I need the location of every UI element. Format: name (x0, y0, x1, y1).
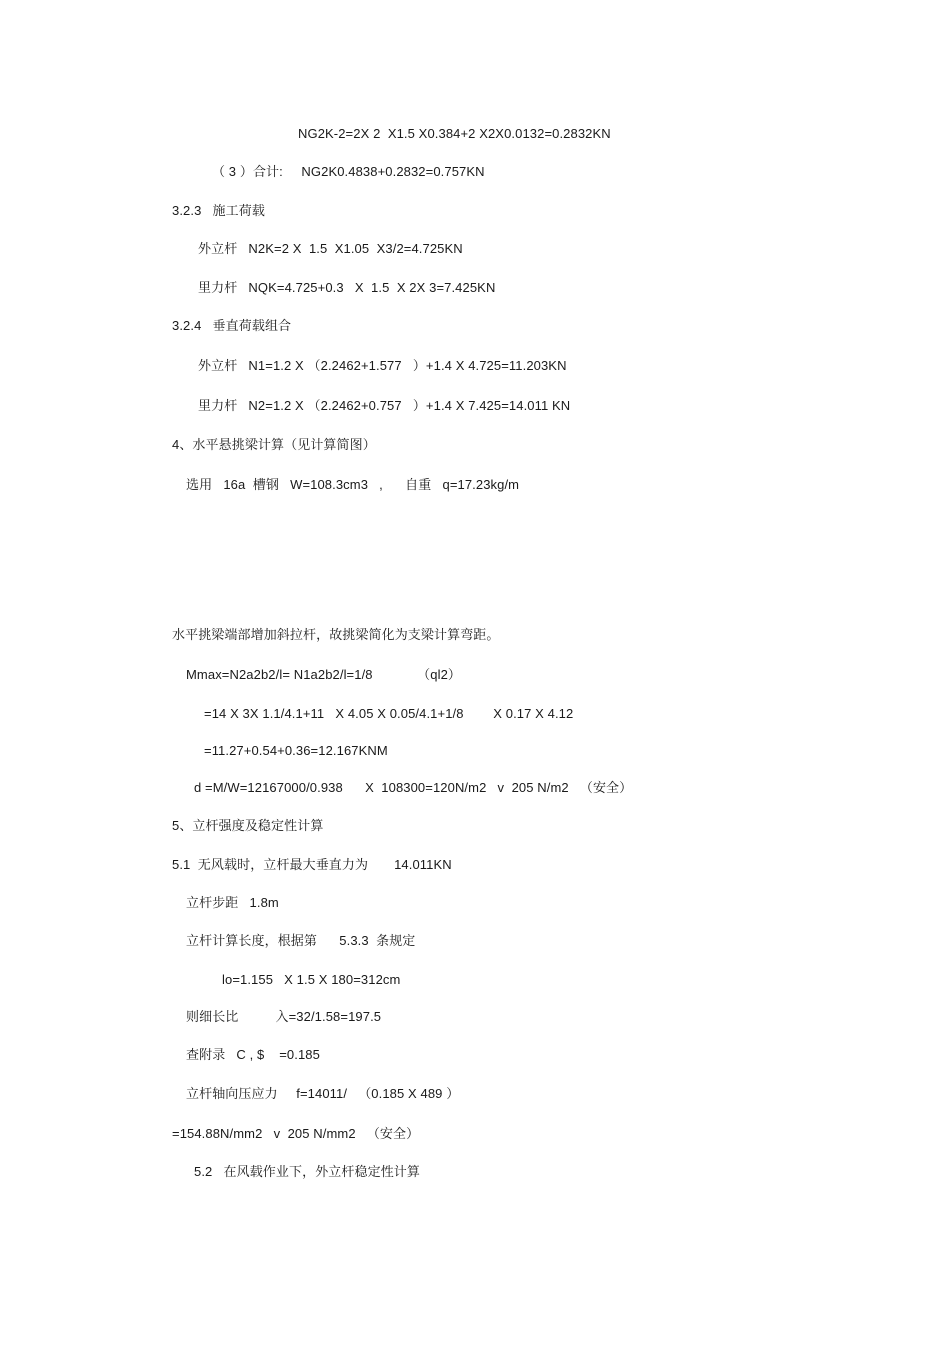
formula-inner-pole-n2: 里力杆 N2=1.2 X （2.2462+0.757 ）+1.4 X 7.425=14.011 KN (198, 398, 571, 413)
formula-lo: lo=1.155 X 1.5 X 180=312cm (222, 972, 401, 987)
formula-axial-stress-result: =154.88N/mm2 v 205 N/mm2 （安全） (172, 1126, 420, 1141)
section-3-2-3-heading: 3.2.3 施工荷载 (172, 203, 265, 218)
formula-mmax-result: =11.27+0.54+0.36=12.167KNM (204, 743, 388, 758)
section-3-2-4-heading: 3.2.4 垂直荷载组合 (172, 318, 292, 333)
pole-calc-length-rule: 立杆计算长度，根据第 5.3.3 条规定 (186, 933, 416, 948)
appendix-lookup: 查附录 C , $ =0.185 (186, 1047, 320, 1062)
formula-mmax-substitution: =14 X 3X 1.1/4.1+11 X 4.05 X 0.05/4.1+1/8 X 0.17 X 4.12 (204, 706, 574, 721)
formula-ng2k-2: NG2K-2=2X 2 X1.5 X0.384+2 X2X0.0132=0.2832KN (298, 126, 611, 141)
formula-slenderness: 则细长比 入=32/1.58=197.5 (186, 1009, 382, 1024)
section-5-2-heading: 5.2 在风载作业下，外立杆稳定性计算 (194, 1164, 421, 1179)
selection-channel-steel: 选用 16a 槽钢 W=108.3cm3 , 自重 q=17.23kg/m (186, 477, 520, 492)
formula-total: （ 3 ）合计: NG2K0.4838+0.2832=0.757KN (212, 164, 485, 179)
section-5-1-heading: 5.1 无风载时，立杆最大垂直力为 14.011KN (172, 857, 452, 872)
formula-mmax: Mmax=N2a2b2/l= N1a2b2/l=1/8 （ql2） (186, 667, 462, 682)
formula-inner-pole-nqk: 里力杆 NQK=4.725+0.3 X 1.5 X 2X 3=7.425KN (198, 280, 496, 295)
section-4-heading: 4、水平悬挑梁计算（见计算简图） (172, 437, 376, 452)
section-5-heading: 5、立杆强度及稳定性计算 (172, 818, 324, 833)
formula-stress-check: d =M/W=12167000/0.938 X 108300=120N/m2 v 205 N/m2 （安全） (194, 780, 633, 795)
pole-step-distance: 立杆步距 1.8m (186, 895, 279, 910)
formula-axial-stress: 立杆轴向压应力 f=14011/ （0.185 X 489 ） (186, 1086, 460, 1101)
formula-outer-pole-n2k: 外立杆 N2K=2 X 1.5 X1.05 X3/2=4.725KN (198, 241, 463, 256)
formula-outer-pole-n1: 外立杆 N1=1.2 X （2.2462+1.577 ）+1.4 X 4.725=11.203KN (198, 358, 567, 373)
beam-simplification-note: 水平挑梁端部增加斜拉杆，故挑梁简化为支梁计算弯距。 (172, 627, 500, 642)
